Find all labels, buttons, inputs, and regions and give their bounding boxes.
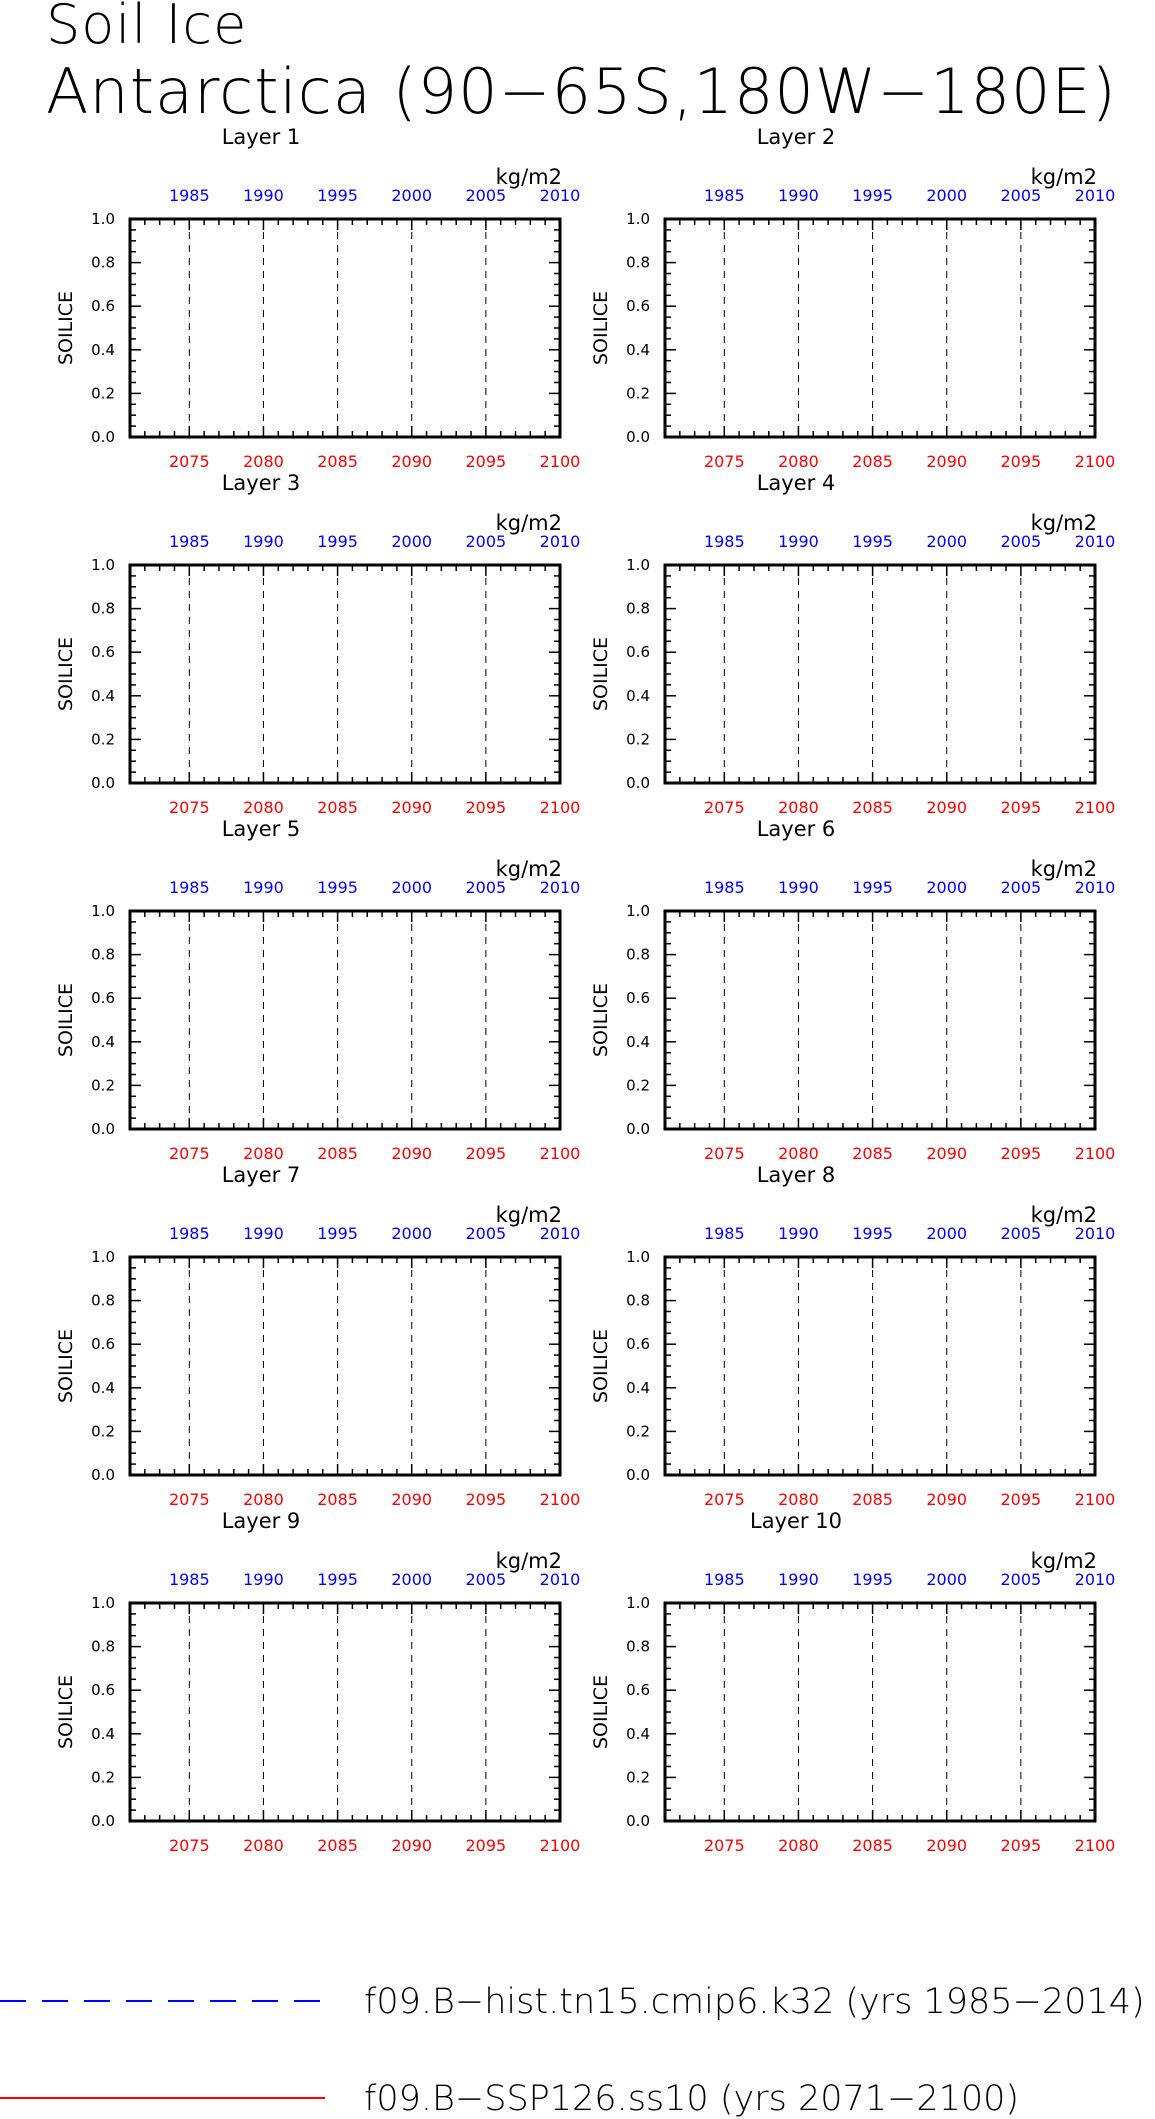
x-bottom-tick-label: 2080 xyxy=(778,452,819,471)
x-bottom-tick-label: 2100 xyxy=(539,798,581,817)
y-tick-label: 0.4 xyxy=(626,1724,650,1743)
y-tick-label: 0.2 xyxy=(91,730,115,749)
x-bottom-tick-label: 2090 xyxy=(391,452,433,471)
x-top-tick-label: 2000 xyxy=(926,878,968,897)
plot-frame xyxy=(130,219,560,437)
x-top-tick-label: 1985 xyxy=(168,878,210,897)
x-top-tick-label: 2005 xyxy=(1000,1224,1042,1243)
x-top-tick-label: 1995 xyxy=(317,1570,358,1589)
y-tick-label: 0.2 xyxy=(91,1076,115,1095)
x-top-tick-label: 1985 xyxy=(703,1224,745,1243)
x-bottom-tick-label: 2090 xyxy=(926,1144,968,1163)
x-top-tick-label: 2010 xyxy=(1074,1224,1116,1243)
y-tick-label: 0.8 xyxy=(91,945,115,964)
x-bottom-tick-label: 2085 xyxy=(317,798,358,817)
x-top-tick-label: 1990 xyxy=(778,1570,819,1589)
chart-panel xyxy=(590,125,1115,471)
x-top-tick-label: 2005 xyxy=(1000,1570,1042,1589)
y-tick-label: 0.4 xyxy=(91,686,115,705)
x-bottom-tick-label: 2080 xyxy=(778,1490,819,1509)
x-bottom-tick-label: 2090 xyxy=(391,1144,433,1163)
plot-frame xyxy=(665,911,1095,1129)
panel-title: Layer 2 xyxy=(756,125,836,149)
y-tick-label: 0.4 xyxy=(91,1724,115,1743)
y-tick-label: 0.8 xyxy=(626,1291,650,1310)
x-top-tick-label: 1990 xyxy=(778,186,819,205)
x-top-tick-label: 2000 xyxy=(926,186,968,205)
x-top-tick-label: 2010 xyxy=(539,532,581,551)
x-top-tick-label: 1990 xyxy=(243,1224,284,1243)
x-top-tick-label: 2005 xyxy=(465,532,507,551)
plot-frame xyxy=(665,219,1095,437)
legend xyxy=(0,1982,1145,2119)
units-label: kg/m2 xyxy=(495,1549,562,1573)
x-top-tick-label: 2000 xyxy=(391,1570,433,1589)
y-tick-label: 0.6 xyxy=(91,297,115,316)
y-axis-label: SOILICE xyxy=(590,982,612,1058)
x-top-tick-label: 2000 xyxy=(926,1570,968,1589)
x-bottom-tick-label: 2100 xyxy=(539,452,581,471)
x-top-tick-label: 1990 xyxy=(243,186,284,205)
x-top-tick-label: 1990 xyxy=(778,1224,819,1243)
panel-title: Layer 10 xyxy=(750,1509,842,1533)
x-top-tick-label: 1995 xyxy=(852,1570,893,1589)
panel-title: Layer 8 xyxy=(756,1163,836,1187)
y-tick-label: 0.0 xyxy=(626,1466,650,1484)
x-bottom-tick-label: 2075 xyxy=(168,1490,210,1509)
x-top-tick-label: 2000 xyxy=(926,1224,968,1243)
x-top-tick-label: 2010 xyxy=(1074,878,1116,897)
x-bottom-tick-label: 2085 xyxy=(852,1490,893,1509)
y-tick-label: 1.0 xyxy=(91,1248,115,1266)
units-label: kg/m2 xyxy=(1030,1203,1097,1227)
chart-panel xyxy=(55,817,580,1163)
y-tick-label: 1.0 xyxy=(626,902,650,920)
x-bottom-tick-label: 2075 xyxy=(703,1490,745,1509)
x-top-tick-label: 2005 xyxy=(465,1224,507,1243)
x-top-tick-label: 1995 xyxy=(852,1224,893,1243)
y-tick-label: 0.6 xyxy=(626,1681,650,1700)
y-tick-label: 0.0 xyxy=(626,1120,650,1138)
x-bottom-tick-label: 2075 xyxy=(168,798,210,817)
y-tick-label: 0.8 xyxy=(91,599,115,618)
figure-title-line2: Antarctica (90−65S,180W−180E) xyxy=(46,55,1117,128)
x-top-tick-label: 2005 xyxy=(1000,878,1042,897)
x-top-tick-label: 1995 xyxy=(852,532,893,551)
y-tick-label: 1.0 xyxy=(91,210,115,228)
chart-panel xyxy=(590,471,1115,817)
y-tick-label: 0.2 xyxy=(626,1076,650,1095)
x-bottom-tick-label: 2095 xyxy=(1000,1836,1042,1855)
x-bottom-tick-label: 2090 xyxy=(391,1490,433,1509)
x-bottom-tick-label: 2095 xyxy=(1000,1490,1042,1509)
y-tick-label: 0.0 xyxy=(91,1812,115,1830)
x-bottom-tick-label: 2095 xyxy=(465,1836,507,1855)
y-tick-label: 1.0 xyxy=(626,1594,650,1612)
y-tick-label: 0.0 xyxy=(91,428,115,446)
y-axis-label: SOILICE xyxy=(55,1674,77,1750)
y-tick-label: 0.6 xyxy=(91,1681,115,1700)
panel-title: Layer 3 xyxy=(221,471,301,495)
y-tick-label: 1.0 xyxy=(626,210,650,228)
y-tick-label: 0.4 xyxy=(91,1032,115,1051)
x-top-tick-label: 1990 xyxy=(243,1570,284,1589)
plot-frame xyxy=(130,1257,560,1475)
x-bottom-tick-label: 2095 xyxy=(465,452,507,471)
chart-panel xyxy=(55,1163,580,1509)
x-bottom-tick-label: 2080 xyxy=(778,1144,819,1163)
x-bottom-tick-label: 2080 xyxy=(243,1490,284,1509)
x-top-tick-label: 2010 xyxy=(1074,532,1116,551)
x-bottom-tick-label: 2075 xyxy=(168,452,210,471)
x-top-tick-label: 2010 xyxy=(1074,186,1116,205)
y-tick-label: 0.2 xyxy=(626,1422,650,1441)
chart-panel xyxy=(590,817,1115,1163)
x-bottom-tick-label: 2080 xyxy=(243,798,284,817)
x-top-tick-label: 2005 xyxy=(1000,532,1042,551)
x-top-tick-label: 2000 xyxy=(391,532,433,551)
plot-frame xyxy=(130,911,560,1129)
y-tick-label: 1.0 xyxy=(626,1248,650,1266)
x-top-tick-label: 2005 xyxy=(465,186,507,205)
x-top-tick-label: 2010 xyxy=(539,186,581,205)
x-bottom-tick-label: 2095 xyxy=(1000,452,1042,471)
panel-title: Layer 5 xyxy=(221,817,301,841)
y-tick-label: 1.0 xyxy=(91,902,115,920)
chart-panel xyxy=(590,1509,1115,1855)
y-tick-label: 0.8 xyxy=(626,599,650,618)
y-axis-label: SOILICE xyxy=(55,1328,77,1404)
x-top-tick-label: 1985 xyxy=(703,186,745,205)
y-axis-label: SOILICE xyxy=(590,290,612,366)
x-bottom-tick-label: 2090 xyxy=(391,798,433,817)
y-axis-label: SOILICE xyxy=(590,636,612,712)
y-tick-label: 0.8 xyxy=(626,945,650,964)
panel-title: Layer 7 xyxy=(221,1163,301,1187)
x-top-tick-label: 1990 xyxy=(778,878,819,897)
x-bottom-tick-label: 2095 xyxy=(1000,798,1042,817)
plot-frame xyxy=(665,1603,1095,1821)
x-bottom-tick-label: 2085 xyxy=(317,1144,358,1163)
y-tick-label: 0.0 xyxy=(91,774,115,792)
x-bottom-tick-label: 2075 xyxy=(168,1144,210,1163)
x-top-tick-label: 1995 xyxy=(852,878,893,897)
x-bottom-tick-label: 2095 xyxy=(465,798,507,817)
y-axis-label: SOILICE xyxy=(55,636,77,712)
units-label: kg/m2 xyxy=(495,165,562,189)
panel-title: Layer 9 xyxy=(221,1509,301,1533)
x-bottom-tick-label: 2090 xyxy=(926,1490,968,1509)
x-bottom-tick-label: 2075 xyxy=(703,1144,745,1163)
y-tick-label: 0.4 xyxy=(626,340,650,359)
x-bottom-tick-label: 2080 xyxy=(243,452,284,471)
y-tick-label: 0.2 xyxy=(91,1422,115,1441)
y-tick-label: 1.0 xyxy=(626,556,650,574)
x-top-tick-label: 1985 xyxy=(168,1570,210,1589)
x-bottom-tick-label: 2080 xyxy=(243,1836,284,1855)
units-label: kg/m2 xyxy=(1030,165,1097,189)
y-axis-label: SOILICE xyxy=(590,1328,612,1404)
y-tick-label: 0.2 xyxy=(626,730,650,749)
plot-frame xyxy=(130,1603,560,1821)
x-bottom-tick-label: 2100 xyxy=(1074,1836,1116,1855)
y-axis-label: SOILICE xyxy=(590,1674,612,1750)
y-axis-label: SOILICE xyxy=(55,982,77,1058)
x-top-tick-label: 2005 xyxy=(1000,186,1042,205)
panel-title: Layer 4 xyxy=(756,471,836,495)
units-label: kg/m2 xyxy=(495,1203,562,1227)
legend-label-ssp: f09.B−SSP126.ss10 (yrs 2071−2100) xyxy=(364,2079,1020,2119)
chart-panel xyxy=(55,471,580,817)
chart-panel xyxy=(590,1163,1115,1509)
x-top-tick-label: 2010 xyxy=(539,1224,581,1243)
x-top-tick-label: 1985 xyxy=(703,532,745,551)
y-tick-label: 0.0 xyxy=(626,428,650,446)
x-bottom-tick-label: 2100 xyxy=(539,1836,581,1855)
x-bottom-tick-label: 2080 xyxy=(778,798,819,817)
x-bottom-tick-label: 2085 xyxy=(852,1144,893,1163)
x-bottom-tick-label: 2095 xyxy=(465,1144,507,1163)
x-bottom-tick-label: 2095 xyxy=(1000,1144,1042,1163)
x-top-tick-label: 2000 xyxy=(926,532,968,551)
x-bottom-tick-label: 2080 xyxy=(243,1144,284,1163)
units-label: kg/m2 xyxy=(1030,1549,1097,1573)
y-tick-label: 0.4 xyxy=(626,686,650,705)
y-tick-label: 0.0 xyxy=(91,1120,115,1138)
y-tick-label: 0.6 xyxy=(626,297,650,316)
y-tick-label: 0.4 xyxy=(626,1378,650,1397)
x-top-tick-label: 1985 xyxy=(168,532,210,551)
x-top-tick-label: 1985 xyxy=(703,1570,745,1589)
x-bottom-tick-label: 2090 xyxy=(926,798,968,817)
x-bottom-tick-label: 2075 xyxy=(703,798,745,817)
x-bottom-tick-label: 2100 xyxy=(1074,1490,1116,1509)
legend-label-hist: f09.B−hist.tn15.cmip6.k32 (yrs 1985−2014) xyxy=(364,1982,1145,2022)
panel-title: Layer 1 xyxy=(221,125,301,149)
x-top-tick-label: 1990 xyxy=(243,878,284,897)
x-bottom-tick-label: 2085 xyxy=(317,1836,358,1855)
x-bottom-tick-label: 2100 xyxy=(539,1490,581,1509)
x-bottom-tick-label: 2075 xyxy=(703,1836,745,1855)
y-tick-label: 0.2 xyxy=(91,1768,115,1787)
x-bottom-tick-label: 2075 xyxy=(168,1836,210,1855)
x-top-tick-label: 2010 xyxy=(539,878,581,897)
x-top-tick-label: 2005 xyxy=(465,878,507,897)
units-label: kg/m2 xyxy=(495,511,562,535)
y-tick-label: 0.8 xyxy=(91,1637,115,1656)
x-top-tick-label: 1990 xyxy=(778,532,819,551)
x-bottom-tick-label: 2080 xyxy=(778,1836,819,1855)
x-top-tick-label: 1990 xyxy=(243,532,284,551)
x-bottom-tick-label: 2085 xyxy=(317,452,358,471)
x-top-tick-label: 1985 xyxy=(168,186,210,205)
y-tick-label: 0.2 xyxy=(626,1768,650,1787)
chart-panel xyxy=(55,125,580,471)
y-tick-label: 0.6 xyxy=(91,643,115,662)
units-label: kg/m2 xyxy=(1030,511,1097,535)
x-top-tick-label: 1995 xyxy=(317,878,358,897)
x-bottom-tick-label: 2090 xyxy=(926,452,968,471)
x-top-tick-label: 1995 xyxy=(317,1224,358,1243)
x-top-tick-label: 1995 xyxy=(852,186,893,205)
y-tick-label: 0.2 xyxy=(626,384,650,403)
y-tick-label: 1.0 xyxy=(91,1594,115,1612)
x-top-tick-label: 2000 xyxy=(391,1224,433,1243)
plot-frame xyxy=(665,565,1095,783)
plot-frame xyxy=(130,565,560,783)
y-tick-label: 0.0 xyxy=(626,774,650,792)
x-bottom-tick-label: 2100 xyxy=(1074,798,1116,817)
y-tick-label: 0.6 xyxy=(91,1335,115,1354)
y-tick-label: 0.2 xyxy=(91,384,115,403)
x-top-tick-label: 2000 xyxy=(391,186,433,205)
y-tick-label: 0.4 xyxy=(91,340,115,359)
x-top-tick-label: 2005 xyxy=(465,1570,507,1589)
x-bottom-tick-label: 2100 xyxy=(1074,452,1116,471)
y-axis-label: SOILICE xyxy=(55,290,77,366)
x-bottom-tick-label: 2085 xyxy=(852,452,893,471)
y-tick-label: 0.6 xyxy=(626,1335,650,1354)
x-bottom-tick-label: 2075 xyxy=(703,452,745,471)
y-tick-label: 0.8 xyxy=(626,1637,650,1656)
x-bottom-tick-label: 2090 xyxy=(391,1836,433,1855)
panel-grid xyxy=(55,125,1115,1855)
x-top-tick-label: 1985 xyxy=(168,1224,210,1243)
y-tick-label: 0.6 xyxy=(626,643,650,662)
panel-title: Layer 6 xyxy=(756,817,836,841)
y-tick-label: 0.4 xyxy=(91,1378,115,1397)
x-bottom-tick-label: 2095 xyxy=(465,1490,507,1509)
x-bottom-tick-label: 2100 xyxy=(539,1144,581,1163)
y-tick-label: 0.4 xyxy=(626,1032,650,1051)
x-bottom-tick-label: 2085 xyxy=(852,798,893,817)
y-tick-label: 0.8 xyxy=(91,1291,115,1310)
x-bottom-tick-label: 2085 xyxy=(317,1490,358,1509)
x-top-tick-label: 1995 xyxy=(317,532,358,551)
units-label: kg/m2 xyxy=(495,857,562,881)
plot-frame xyxy=(665,1257,1095,1475)
y-tick-label: 0.8 xyxy=(91,253,115,272)
x-bottom-tick-label: 2085 xyxy=(852,1836,893,1855)
y-tick-label: 1.0 xyxy=(91,556,115,574)
units-label: kg/m2 xyxy=(1030,857,1097,881)
x-top-tick-label: 1995 xyxy=(317,186,358,205)
y-tick-label: 0.0 xyxy=(91,1466,115,1484)
x-bottom-tick-label: 2090 xyxy=(926,1836,968,1855)
x-top-tick-label: 1985 xyxy=(703,878,745,897)
x-top-tick-label: 2010 xyxy=(1074,1570,1116,1589)
x-bottom-tick-label: 2100 xyxy=(1074,1144,1116,1163)
chart-panel xyxy=(55,1509,580,1855)
y-tick-label: 0.8 xyxy=(626,253,650,272)
figure-title-line1: Soil Ice xyxy=(46,0,248,56)
y-tick-label: 0.0 xyxy=(626,1812,650,1830)
x-top-tick-label: 2000 xyxy=(391,878,433,897)
x-top-tick-label: 2010 xyxy=(539,1570,581,1589)
y-tick-label: 0.6 xyxy=(626,989,650,1008)
y-tick-label: 0.6 xyxy=(91,989,115,1008)
